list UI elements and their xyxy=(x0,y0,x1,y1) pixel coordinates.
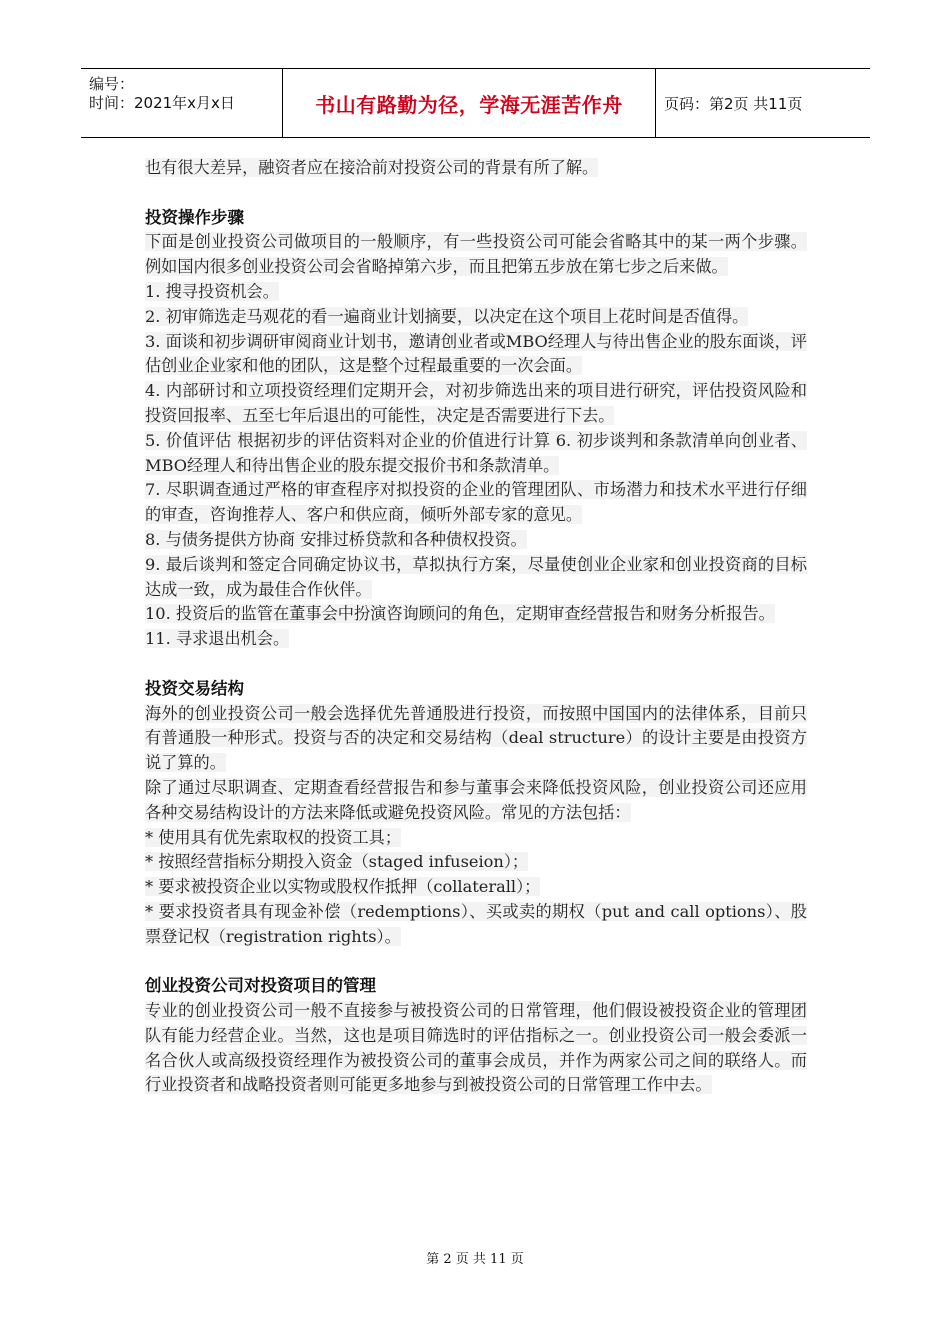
paragraph-gap xyxy=(145,950,807,975)
body-paragraph xyxy=(145,999,807,1098)
header-page-info: 页码：第2页 共11页 xyxy=(664,94,803,113)
paragraph-text: 1. 搜寻投资机会。 xyxy=(145,281,279,301)
page-header xyxy=(81,68,870,138)
header-motto: 书山有路勤为径，学海无涯苦作舟 xyxy=(315,92,623,117)
document-body xyxy=(145,156,807,1098)
paragraph-text: 下面是创业投资公司做项目的一般顺序，有一些投资公司可能会省略其中的某一两个步骤。例如国内很多创业投资公司会省略掉第六步，而且把第五步放在第七步之后来做。 xyxy=(145,232,807,277)
body-paragraph xyxy=(145,826,807,851)
body-paragraph xyxy=(145,379,807,429)
paragraph-text: 8. 与债务提供方协商 安排过桥贷款和各种债权投资。 xyxy=(145,529,527,549)
body-paragraph xyxy=(145,280,807,305)
paragraph-text: 海外的创业投资公司一般会选择优先普通股进行投资，而按照中国国内的法律体系，目前只有普通股一种形式。投资与否的决定和交易结构（deal structure）的设计主要是由投资方说了算的。 xyxy=(145,703,807,773)
body-paragraph xyxy=(145,230,807,280)
body-paragraph xyxy=(145,528,807,553)
paragraph-text: 5. 价值评估 根据初步的评估资料对企业的价值进行计算 6. 初步谈判和条款清单向创业者、MBO经理人和待出售企业的股东提交报价书和条款清单。 xyxy=(145,430,807,475)
paragraph-text: 也有很大差异，融资者应在接洽前对投资公司的背景有所了解。 xyxy=(145,158,599,177)
body-paragraph xyxy=(145,553,807,603)
header-motto-cell xyxy=(283,69,656,137)
section-heading: 创业投资公司对投资项目的管理 xyxy=(145,976,376,996)
section-heading: 投资操作步骤 xyxy=(145,207,244,227)
document-number: 编号： xyxy=(89,75,135,93)
paragraph-text: 2. 初审筛选走马观花的看一遍商业计划摘要，以决定在这个项目上花时间是否值得。 xyxy=(145,306,749,326)
paragraph-text: 7. 尽职调查通过严格的审查程序对拟投资的企业的管理团队、市场潜力和技术水平进行仔细的审查，咨询推荐人、客户和供应商，倾听外部专家的意见。 xyxy=(145,480,807,525)
paragraph-text: 9. 最后谈判和签定合同确定协议书，草拟执行方案，尽量使创业企业家和创业投资商的目标达成一致，成为最佳合作伙伴。 xyxy=(145,554,807,599)
document-date: 时间：2021年x月x日 xyxy=(89,94,235,112)
page-footer: 第 2 页 共 11 页 xyxy=(426,1252,524,1267)
body-paragraph xyxy=(145,478,807,528)
paragraph-text: * 要求投资者具有现金补偿（redemptions）、买或卖的期权（put and call options）、股票登记权（registration rights）。 xyxy=(145,901,807,946)
body-paragraph xyxy=(145,602,807,627)
paragraph-gap xyxy=(145,652,807,677)
body-paragraph xyxy=(145,776,807,826)
header-page-cell xyxy=(656,69,870,137)
section-heading: 投资交易结构 xyxy=(145,678,244,698)
paragraph-text: 4. 内部研讨和立项投资经理们定期开会，对初步筛选出来的项目进行研究，评估投资风险和投资回报率、五至七年后退出的可能性，决定是否需要进行下去。 xyxy=(145,381,807,425)
paragraph-text: * 使用具有优先索取权的投资工具； xyxy=(145,827,402,847)
paragraph-text: * 按照经营指标分期投入资金（staged infuseion）； xyxy=(145,852,529,872)
body-paragraph xyxy=(145,156,807,181)
body-paragraph xyxy=(145,330,807,380)
body-paragraph xyxy=(145,702,807,776)
paragraph-text: 除了通过尽职调查、定期查看经营报告和参与董事会来降低投资风险，创业投资公司还应用各种交易结构设计的方法来降低或避免投资风险。常见的方法包括： xyxy=(145,777,807,822)
paragraph-gap xyxy=(145,181,807,206)
paragraph-text: 10. 投资后的监管在董事会中扮演咨询顾问的角色，定期审查经营报告和财务分析报告。 xyxy=(145,604,775,624)
body-paragraph xyxy=(145,627,807,652)
header-meta-cell xyxy=(81,69,283,137)
paragraph-text: 专业的创业投资公司一般不直接参与被投资公司的日常管理，他们假设被投资企业的管理团队有能力经营企业。当然，这也是项目筛选时的评估指标之一。创业投资公司一般会委派一名合伙人或高级投资经理作为被投资公司的董事会成员，并作为两家公司之间的联络人。而行业投资者和战略投资者则可能更多地参与到被投资公司的日常管理工作中去。 xyxy=(145,1001,807,1095)
paragraph-text: 11. 寻求退出机会。 xyxy=(145,629,290,649)
paragraph-text: * 要求被投资企业以实物或股权作抵押（collaterall）； xyxy=(145,877,541,897)
body-paragraph xyxy=(145,305,807,330)
body-paragraph xyxy=(145,900,807,950)
body-paragraph xyxy=(145,875,807,900)
body-paragraph xyxy=(145,429,807,479)
body-paragraph xyxy=(145,850,807,875)
paragraph-text: 3. 面谈和初步调研审阅商业计划书，邀请创业者或MBO经理人与待出售企业的股东面谈，评估创业企业家和他的团队，这是整个过程最重要的一次会面。 xyxy=(145,331,807,376)
